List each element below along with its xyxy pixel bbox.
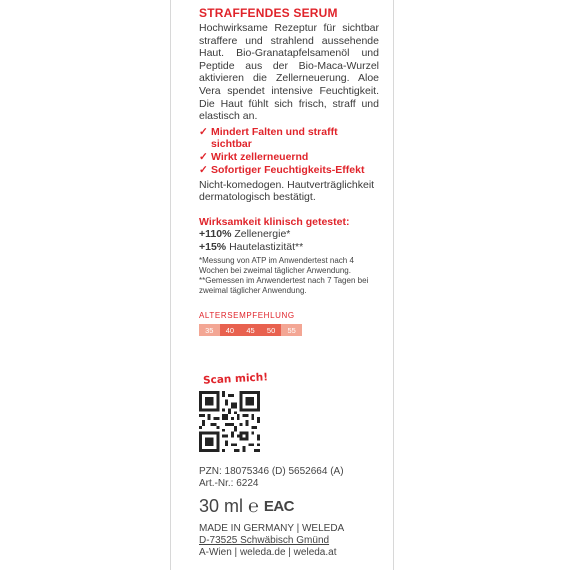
check-icon: ✓ [199, 150, 208, 163]
made-in-line: MADE IN GERMANY | WELEDA [199, 523, 345, 534]
check-icon: ✓ [199, 125, 208, 138]
clinical-title: Wirksamkeit klinisch getestet: [199, 215, 350, 228]
manufacturer-info [199, 523, 344, 559]
volume-value: 30 ml [199, 496, 244, 516]
age-cell: 40 [220, 324, 241, 336]
tolerance-note: Nicht-komedogen. Hautverträglichkeit dermatologisch bestätigt. [199, 178, 375, 204]
qr-code-icon[interactable] [199, 391, 260, 452]
eac-mark-icon: EAC [263, 498, 294, 515]
product-codes [199, 466, 344, 490]
benefit-item: ✓ Mindert Falten und strafft sichtbar [199, 125, 338, 150]
product-description: Hochwirksame Rezeptur für sichtbar straffere und strahlend aussehende Haut. Bio-Granatapfelsamenöl und Peptide aus der Bio-Maca-Wurzel aktivieren die Zellerneuerung. Aloe Vera spendet intensive Feuchtigkeit. Die Haut fühlt sich frisch, straff und elastisch an. [199, 22, 379, 123]
address-line: D-73525 Schwäbisch Gmünd [199, 535, 330, 546]
age-cell: 45 [240, 324, 261, 336]
package-text [199, 6, 379, 336]
stat-row: +15% Hautelastizität** [199, 240, 304, 253]
age-recommendation-label: ALTERSEMPFEHLUNG [199, 311, 295, 321]
age-cell: 55 [281, 324, 302, 336]
benefit-item: ✓ Wirkt zellerneuernd [199, 150, 309, 163]
age-scale [199, 324, 302, 336]
volume-row [199, 496, 294, 517]
pzn-code: PZN: 18075346 (D) 5652664 (A) [199, 466, 344, 477]
footnote: **Gemessen im Anwendertest nach 7 Tagen bei zweimal täglicher Anwendung. [199, 276, 369, 296]
article-number: Art.-Nr.: 6224 [199, 478, 259, 489]
estimated-sign-icon: ℮ [248, 496, 259, 516]
product-title: STRAFFENDES SERUM [199, 6, 338, 20]
stat-row: +110% Zellenergie* [199, 227, 291, 240]
footnote: *Messung von ATP im Anwendertest nach 4 Wochen bei zweimal täglicher Anwendung. [199, 256, 354, 276]
age-cell: 35 [199, 324, 220, 336]
check-icon: ✓ [199, 163, 208, 176]
benefit-list [199, 126, 379, 176]
scan-me-label: Scan mich! [202, 371, 269, 387]
benefit-item: ✓ Sofortiger Feuchtigkeits-Effekt [199, 163, 365, 176]
footnotes [199, 256, 379, 296]
age-cell: 50 [261, 324, 282, 336]
web-line: A-Wien | weleda.de | weleda.at [199, 547, 337, 558]
